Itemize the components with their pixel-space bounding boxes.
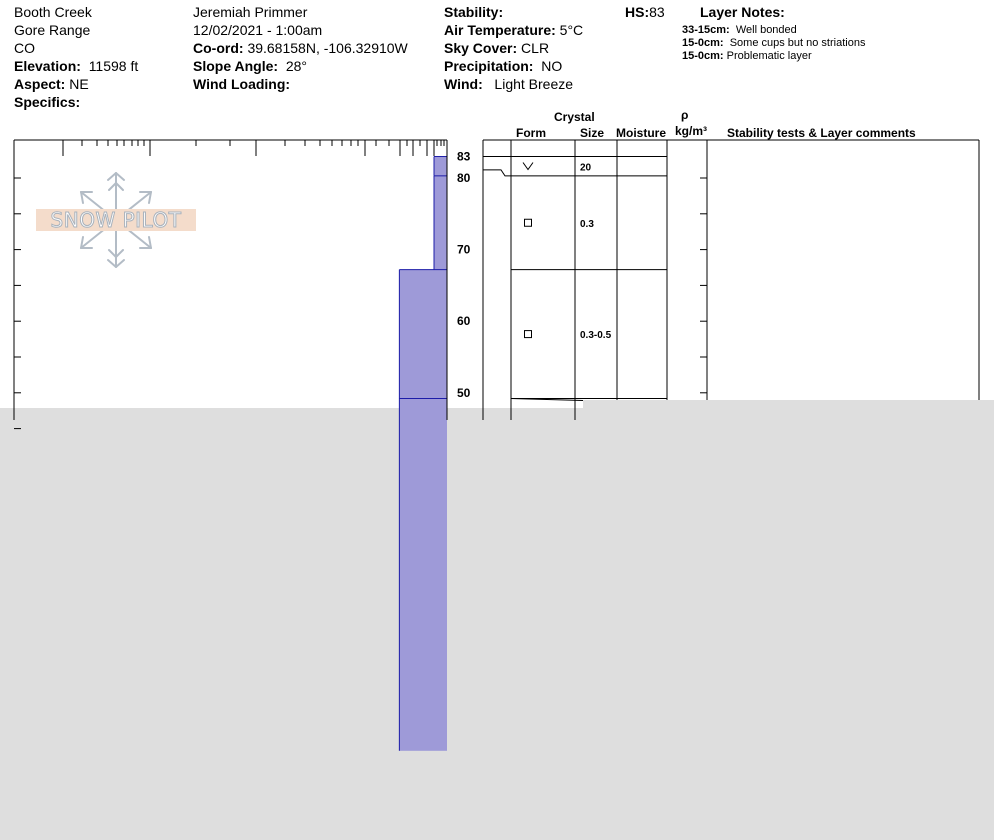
hs-label: HS: (625, 4, 650, 20)
logo-text: SNOW PILOT (50, 208, 182, 232)
mountain-range: Gore Range (14, 22, 91, 38)
sky-label: Sky Cover: (444, 40, 518, 56)
crystal-header: Crystal (554, 110, 595, 124)
depth-label-hs: 83 (457, 149, 471, 164)
air-temp-value: 5°C (559, 22, 584, 38)
density-symbol: ρ (681, 108, 689, 122)
specifics-label: Specifics: (14, 94, 81, 110)
crystal-form-faceted-icon (525, 331, 532, 338)
snow-profile-sheet (0, 0, 994, 408)
elevation-label: Elevation: (14, 58, 81, 74)
layer-notes-title: Layer Notes: (700, 4, 785, 20)
precip-label: Precipitation: (444, 58, 534, 74)
aspect-value: NE (69, 76, 89, 92)
hardness-bar-0 (434, 157, 447, 176)
layer-note-range: 15-0cm: (682, 37, 724, 49)
hs-value: 83 (649, 4, 665, 20)
aspect-label: Aspect: (14, 76, 66, 92)
site-name: Booth Creek (14, 4, 92, 20)
stability-tests-header: Stability tests & Layer comments (727, 126, 916, 140)
wind-loading-label: Wind Loading: (193, 76, 291, 92)
wind-label: Wind: (444, 76, 483, 92)
layer-note-text: Well bonded (735, 24, 797, 36)
layer-connector-1 (483, 170, 511, 176)
coord-label: Co-ord: (193, 40, 244, 56)
coord-value: 39.68158N, -106.32910W (247, 40, 408, 56)
moisture-header: Moisture (616, 126, 667, 140)
crystal-size-label: 20 (580, 162, 592, 174)
depth-label-70: 70 (457, 242, 471, 257)
observer-name: Jeremiah Primmer (193, 4, 308, 20)
state: CO (14, 40, 35, 56)
blank-area (583, 400, 994, 840)
layer-note-range: 33-15cm: (682, 24, 730, 36)
hardness-bar-1 (434, 176, 447, 270)
snow-profile-chart (0, 0, 994, 408)
observation-datetime: 12/02/2021 - 1:00am (193, 22, 323, 38)
layer-note-text: Problematic layer (726, 50, 812, 62)
elevation-value: 11598 ft (88, 58, 139, 74)
form-header: Form (516, 126, 546, 140)
precip-value: NO (541, 58, 563, 74)
stability-label: Stability: (444, 4, 504, 20)
wind-value: Light Breeze (494, 76, 574, 92)
size-header: Size (580, 126, 605, 140)
depth-label-50: 50 (457, 385, 471, 400)
layer-note-range: 15-0cm: (682, 50, 724, 62)
crystal-size-label: 0.3 (580, 218, 594, 230)
layer-note-text: Some cups but no striations (729, 37, 866, 49)
slope-label: Slope Angle: (193, 58, 279, 74)
sky-value: CLR (521, 40, 550, 56)
depth-label-60: 60 (457, 314, 471, 329)
crystal-form-faceted-icon (525, 219, 532, 226)
crystal-form-surface-hoar-icon (523, 163, 533, 170)
density-unit: kg/m³ (675, 124, 708, 138)
air-temp-label: Air Temperature: (444, 22, 556, 38)
slope-value: 28° (285, 58, 307, 74)
crystal-size-label: 0.3-0.5 (580, 330, 612, 342)
depth-label-80: 80 (457, 171, 471, 185)
hardness-bar-3 (399, 399, 447, 751)
hardness-bar-2 (399, 270, 447, 399)
